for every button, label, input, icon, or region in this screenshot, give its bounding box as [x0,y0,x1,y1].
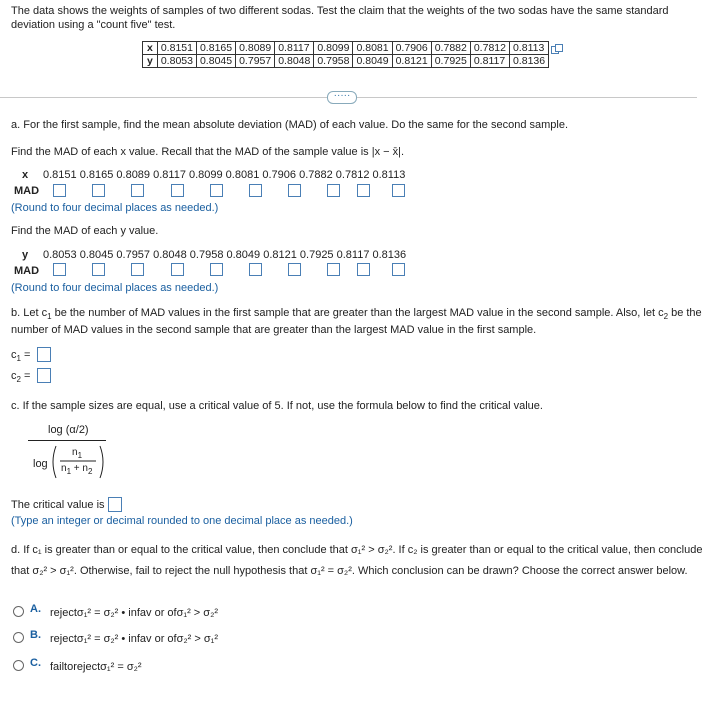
formula-numerator: log (α/2) [48,424,89,436]
x-mad-input-3[interactable] [131,184,144,197]
c2-input[interactable] [37,368,51,383]
table-row-x [143,42,549,55]
copy-data-icon[interactable] [551,44,563,54]
y-mad-input-1[interactable] [53,263,66,276]
y-mad-input-6[interactable] [249,263,262,276]
x-row-label: x [22,169,29,181]
part-b-text-2: be the number of MAD values in the first sample that are greater than the largest MAD value in the second sample. Also, let c [51,307,664,319]
table-cell: 0.8117 [470,55,509,68]
part-b-question-line2: number of MAD values in the second sample that are greater than the largest MAD value in the first sample. [11,324,537,336]
part-b-question-line1: b. Let $c_1$ be the number of MAD values in the first sample that are greater than the largest MAD value in the second sample. Also, let $c_2$ be the [11,307,702,322]
y-mad-input-7[interactable] [288,263,301,276]
x-mad-input-4[interactable] [171,184,184,197]
table-cell: 0.7812 [470,42,509,55]
option-c-text[interactable]: failtorejectσ₁² = σ₂² [50,661,142,673]
table-cell: 0.8048 [275,55,314,68]
x-mad-input-6[interactable] [249,184,262,197]
table-cell: 0.8136 [509,55,548,68]
table-cell: 0.8117 [275,42,314,55]
part-d-question-line2: that σ₂² > σ₁². Otherwise, fail to reject the null hypothesis that σ₁² = σ₂². Which conclusion can be drawn? Choose the correct answer below. [11,565,688,577]
y-row-label: y [22,249,29,261]
y-mad-input-3[interactable] [131,263,144,276]
x-mad-input-2[interactable] [92,184,105,197]
table-cell: 0.8151 [157,42,196,55]
y-mad-input-5[interactable] [210,263,223,276]
table-cell: 0.7958 [314,55,353,68]
y-row-values: 0.8053 0.8045 0.7957 0.8048 0.7958 0.8049 0.8121 0.7925 0.8117 0.8136 [43,249,407,261]
formula-denominator-log: log [33,458,48,470]
y-mad-label: MAD [14,265,40,277]
table-cell: 0.7906 [392,42,431,55]
option-b-radio[interactable] [13,632,24,643]
part-b-text-1: b. Let c [11,307,48,319]
x-mad-instruction: Find the MAD of each x value. Recall that the MAD of the sample value is |x − x̄|. [11,146,405,158]
formula-n1: $n_1$ [72,447,83,460]
table-cell: 0.8053 [157,55,196,68]
table-cell: 0.7882 [431,42,470,55]
x-mad-input-1[interactable] [53,184,66,197]
y-mad-input-8[interactable] [327,263,340,276]
x-mad-input-9[interactable] [357,184,370,197]
table-header-x: x [143,42,158,55]
more-button[interactable]: ····· [327,91,357,104]
c1-label: $c_1$ = [11,349,31,364]
part-b-text-3: be the [668,307,702,319]
part-a-question: a. For the first sample, find the mean absolute deviation (MAD) of each value. Do the same for the second sample. [11,119,569,131]
table-cell: 0.8099 [314,42,353,55]
option-c-label[interactable]: C. [30,657,41,669]
x-round-hint: (Round to four decimal places as needed.) [11,202,219,214]
option-a-label[interactable]: A. [30,603,41,615]
part-c-question: c. If the sample sizes are equal, use a critical value of 5. If not, use the formula below to find the critical value. [11,400,543,412]
table-header-y: y [143,55,158,68]
option-a-text[interactable]: rejectσ₁² = σ₂² • infav or ofσ₁² > σ₂² [50,607,219,619]
table-cell: 0.8081 [353,42,392,55]
option-a-radio[interactable] [13,606,24,617]
y-mad-instruction: Find the MAD of each y value. [11,225,159,237]
x-mad-label: MAD [14,185,40,197]
table-cell: 0.8045 [196,55,235,68]
y-mad-input-4[interactable] [171,263,184,276]
table-cell: 0.8165 [196,42,235,55]
x-row-values: 0.8151 0.8165 0.8089 0.8117 0.8099 0.8081 0.7906 0.7882 0.7812 0.8113 [43,169,406,181]
x-mad-input-5[interactable] [210,184,223,197]
y-mad-input-10[interactable] [392,263,405,276]
table-cell: 0.7957 [236,55,275,68]
option-c-radio[interactable] [13,660,24,671]
table-row-y [143,55,549,68]
c1-input[interactable] [37,347,51,362]
formula-fraction-bar [28,440,106,441]
y-round-hint: (Round to four decimal places as needed.) [11,282,219,294]
problem-intro: The data shows the weights of samples of two different sodas. Test the claim that the weights of the two sodas have the same standard deviation using a "count five" test. [11,5,669,31]
critical-value-input[interactable] [108,497,122,512]
table-cell: 0.7925 [431,55,470,68]
part-d-question-line1: d. If c₁ is greater than or equal to the critical value, then conclude that σ₁² > σ₂². If c₂ is greater than or equal to the critical value, then conclude [11,544,702,556]
formula-n-sum: $n_1 + n_2$ [61,463,93,476]
option-b-label[interactable]: B. [30,629,41,641]
y-mad-input-9[interactable] [357,263,370,276]
y-mad-input-2[interactable] [92,263,105,276]
table-cell: 0.8089 [236,42,275,55]
data-table [142,41,549,68]
table-cell: 0.8049 [353,55,392,68]
table-cell: 0.8121 [392,55,431,68]
option-b-text[interactable]: rejectσ₁² = σ₂² • infav or ofσ₂² > σ₁² [50,633,219,645]
c2-label: $c_2$ = [11,370,31,385]
x-mad-input-8[interactable] [327,184,340,197]
critical-value-hint: (Type an integer or decimal rounded to one decimal place as needed.) [11,515,353,527]
x-mad-input-10[interactable] [392,184,405,197]
table-cell: 0.8113 [509,42,548,55]
x-mad-input-7[interactable] [288,184,301,197]
critical-value-label: The critical value is [11,499,105,511]
